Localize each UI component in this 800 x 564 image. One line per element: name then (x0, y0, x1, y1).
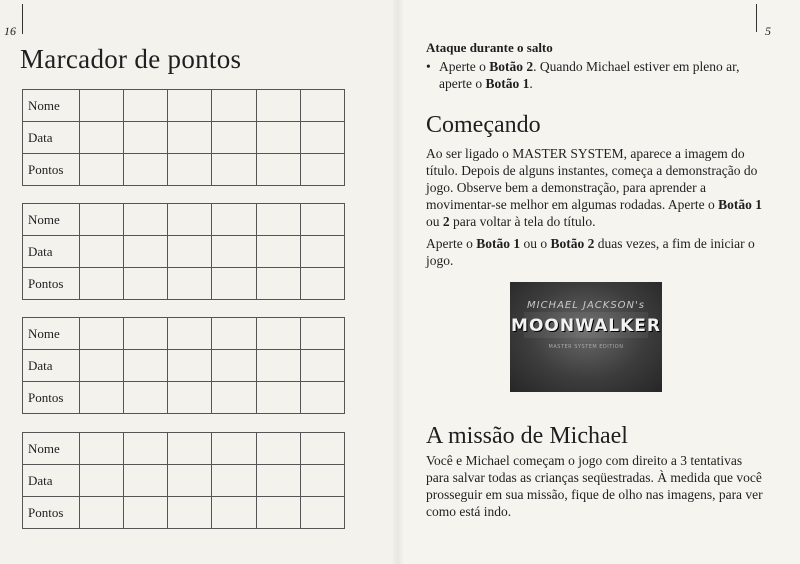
text-run: duas vezes, a fim de iniciar o jogo. (426, 236, 755, 268)
score-cell[interactable] (124, 497, 168, 529)
score-cell[interactable] (80, 90, 124, 122)
score-cell[interactable] (212, 497, 256, 529)
row-label: Pontos (23, 497, 80, 529)
score-cell[interactable] (80, 433, 124, 465)
text-run: Aperte o (426, 236, 477, 251)
title-screen-image (510, 282, 662, 392)
attack-text (426, 58, 756, 92)
score-cell[interactable] (80, 465, 124, 497)
page-number-right: 5 (765, 24, 771, 38)
score-cell[interactable] (80, 122, 124, 154)
text-run: ou (426, 214, 443, 229)
row-label: Data (23, 465, 80, 497)
score-cell[interactable] (212, 382, 256, 414)
score-cell[interactable] (168, 350, 212, 382)
button-reference: Botão 1 (485, 76, 530, 91)
score-cell[interactable] (256, 382, 300, 414)
table-row (23, 318, 345, 350)
score-cell[interactable] (256, 122, 300, 154)
score-cell[interactable] (256, 204, 300, 236)
score-cell[interactable] (256, 350, 300, 382)
score-cell[interactable] (168, 465, 212, 497)
score-cell[interactable] (168, 236, 212, 268)
button-reference: 2 (442, 214, 450, 229)
score-table (22, 317, 345, 414)
score-cell[interactable] (256, 236, 300, 268)
score-cell[interactable] (80, 497, 124, 529)
row-label: Pontos (23, 382, 80, 414)
score-cell[interactable] (124, 268, 168, 300)
missao-paragraph: Você e Michael começam o jogo com direito a 3 tentativas para salvar todas as crianças seqüestradas. À medida que você prosseguir em sua missão, fique de olho nas imagens, para ver como está indo. (426, 453, 763, 519)
score-cell[interactable] (212, 433, 256, 465)
row-label: Pontos (23, 268, 80, 300)
table-row (23, 236, 345, 268)
score-cell[interactable] (124, 236, 168, 268)
table-row (23, 122, 345, 154)
score-cell[interactable] (168, 382, 212, 414)
score-cell[interactable] (300, 318, 344, 350)
attack-instruction (426, 58, 756, 92)
table-row (23, 382, 345, 414)
score-cell[interactable] (300, 122, 344, 154)
score-cell[interactable] (300, 154, 344, 186)
table-row (23, 268, 345, 300)
row-label: Pontos (23, 154, 80, 186)
text-run: para voltar à tela do título. (449, 214, 596, 229)
score-cell[interactable] (168, 497, 212, 529)
score-cell[interactable] (212, 90, 256, 122)
score-cell[interactable] (300, 236, 344, 268)
text-run: Ao ser ligado o MASTER SYSTEM, aparece a imagem do título. Depois de alguns instantes, começa a demonstração do jogo. Observe bem a demonstração, para aprender a movimentar-se melhor em algumas rodadas. Aperte o (426, 146, 758, 212)
score-cell[interactable] (80, 204, 124, 236)
score-cell[interactable] (124, 318, 168, 350)
table-row (23, 497, 345, 529)
score-cell[interactable] (256, 318, 300, 350)
score-cell[interactable] (212, 236, 256, 268)
button-reference: Botão 1 (718, 197, 763, 212)
score-cell[interactable] (168, 154, 212, 186)
table-row (23, 433, 345, 465)
score-cell[interactable] (256, 90, 300, 122)
comecando-paragraph-1 (426, 145, 766, 230)
score-cell[interactable] (168, 268, 212, 300)
text-run: . Quando Michael estiver em pleno ar, aperte o (439, 59, 740, 91)
score-cell[interactable] (300, 204, 344, 236)
bullet-icon: • (426, 59, 431, 74)
score-cell[interactable] (212, 154, 256, 186)
score-cell[interactable] (168, 318, 212, 350)
score-cell[interactable] (80, 236, 124, 268)
score-cell[interactable] (212, 268, 256, 300)
table-row (23, 154, 345, 186)
score-cell[interactable] (124, 90, 168, 122)
section-heading-missao: A missão de Michael (426, 423, 628, 449)
score-cell[interactable] (256, 497, 300, 529)
score-cell[interactable] (300, 350, 344, 382)
score-cell[interactable] (300, 497, 344, 529)
score-cell[interactable] (256, 268, 300, 300)
text-run: ou o (520, 236, 551, 251)
score-cell[interactable] (80, 350, 124, 382)
attack-heading: Ataque durante o salto (426, 40, 553, 55)
row-label: Nome (23, 433, 80, 465)
button-reference: Botão 2 (489, 59, 534, 74)
book-fold (392, 0, 404, 564)
score-cell[interactable] (80, 318, 124, 350)
row-label: Nome (23, 318, 80, 350)
score-cell[interactable] (212, 318, 256, 350)
row-label: Nome (23, 204, 80, 236)
score-cell[interactable] (168, 204, 212, 236)
table-row (23, 204, 345, 236)
score-cell[interactable] (212, 122, 256, 154)
score-cell[interactable] (124, 350, 168, 382)
page-number-left: 16 (4, 24, 16, 38)
button-reference: Botão 2 (550, 236, 595, 251)
row-label: Data (23, 122, 80, 154)
page-margin-line (756, 4, 757, 32)
score-cell[interactable] (300, 382, 344, 414)
score-cell[interactable] (256, 154, 300, 186)
score-cell[interactable] (124, 382, 168, 414)
score-cell[interactable] (124, 154, 168, 186)
text-run: Aperte o (439, 59, 490, 74)
row-label: Nome (23, 90, 80, 122)
comecando-paragraph-2 (426, 235, 766, 269)
text-run: . (529, 76, 533, 91)
section-heading-comecando: Começando (426, 112, 541, 138)
moonwalker-logo: MOONWALKER (511, 316, 661, 336)
score-cell[interactable] (124, 122, 168, 154)
score-cell[interactable] (168, 122, 212, 154)
button-reference: Botão 1 (476, 236, 521, 251)
score-cell[interactable] (212, 350, 256, 382)
title-screen-sub-text: MASTER SYSTEM EDITION (548, 344, 624, 350)
score-cell[interactable] (80, 154, 124, 186)
score-table (22, 203, 345, 300)
score-cell[interactable] (300, 433, 344, 465)
table-row (23, 465, 345, 497)
score-cell[interactable] (256, 465, 300, 497)
score-table (22, 89, 345, 186)
page-title: Marcador de pontos (20, 44, 242, 74)
score-cell[interactable] (212, 465, 256, 497)
score-cell[interactable] (212, 204, 256, 236)
page-margin-line (22, 4, 23, 34)
score-cell[interactable] (168, 433, 212, 465)
score-cell[interactable] (80, 268, 124, 300)
row-label: Data (23, 236, 80, 268)
table-row (23, 350, 345, 382)
score-cell[interactable] (256, 433, 300, 465)
score-table (22, 432, 345, 529)
score-cell[interactable] (168, 90, 212, 122)
score-cell[interactable] (300, 268, 344, 300)
score-cell[interactable] (124, 465, 168, 497)
title-screen-top-text: MICHAEL JACKSON's (527, 300, 645, 311)
score-cell[interactable] (300, 90, 344, 122)
table-row (23, 90, 345, 122)
row-label: Data (23, 350, 80, 382)
score-cell[interactable] (124, 204, 168, 236)
score-cell[interactable] (80, 382, 124, 414)
score-cell[interactable] (300, 465, 344, 497)
score-cell[interactable] (124, 433, 168, 465)
